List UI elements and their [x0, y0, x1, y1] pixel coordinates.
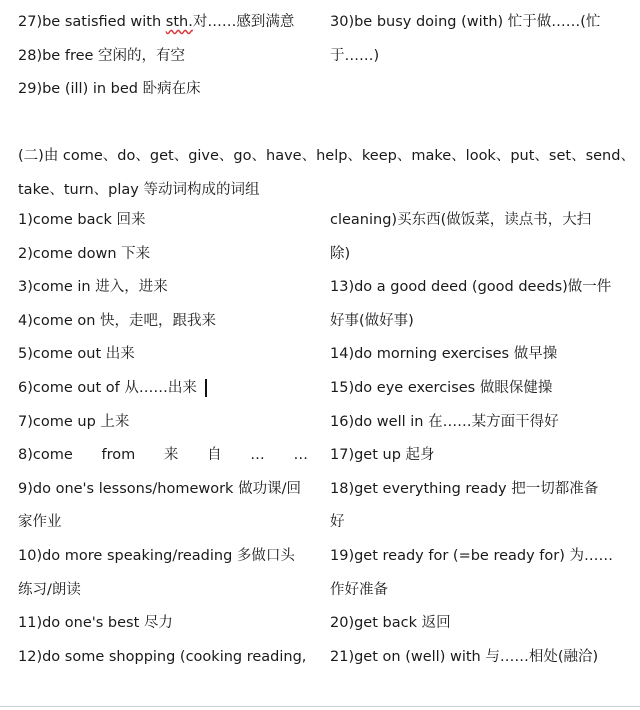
list-item: 19)get ready for (=be ready for) 为…… [330, 547, 614, 564]
list-item: 2)come down 下来 [18, 245, 151, 262]
page-bottom-rule [0, 706, 640, 707]
list-item: 除) [330, 245, 351, 262]
top-left-column [18, 6, 318, 107]
phrase-28: 28)be free 空闲的，有空 [18, 47, 186, 64]
list-item: 好 [330, 514, 345, 531]
list-item: 18)get everything ready 把一切都准备 [330, 480, 599, 497]
list-item-text: 6)come out of 从……出来 [18, 379, 197, 396]
word: 自 [207, 447, 222, 464]
section-heading-line-2: take、turn、play 等动词构成的词组 [18, 181, 260, 198]
phrase-27-meaning: 对……感到满意 [192, 14, 295, 30]
section-heading [18, 140, 635, 207]
list-item: 21)get on (well) with 与……相处(融洽) [330, 648, 599, 665]
list-item: 9)do one's lessons/homework 做功课/回 [18, 480, 301, 497]
top-right-column [330, 6, 630, 73]
right-phrase-list [330, 204, 630, 674]
list-item: 作好准备 [330, 581, 388, 598]
spellcheck-underlined-word: sth. [165, 14, 193, 30]
list-item: 好事(做好事) [330, 312, 414, 329]
word: … [250, 447, 265, 464]
left-phrase-list [18, 204, 318, 674]
section-heading-line-1: (二)由 come、do、get、give、go、have、help、keep、make、look、put、set、send、 [18, 148, 635, 164]
list-item: cleaning)买东西(做饭菜，读点书，大扫 [330, 212, 592, 228]
word: … [293, 447, 308, 464]
list-item: 16)do well in 在……某方面干得好 [330, 413, 559, 430]
list-item: 4)come on 快，走吧，跟我来 [18, 312, 217, 329]
list-item-justified [18, 439, 308, 473]
list-item: 15)do eye exercises 做眼保健操 [330, 379, 553, 396]
list-item: 12)do some shopping (cooking reading, [18, 648, 307, 665]
phrase-27-start: 27)be satisfied with [18, 14, 166, 30]
list-item: 13)do a good deed (good deeds)做一件 [330, 279, 612, 296]
list-item: 14)do morning exercises 做早操 [330, 346, 558, 363]
phrase-29: 29)be (ill) in bed 卧病在床 [18, 81, 201, 98]
phrase-27 [18, 6, 318, 40]
word: 8)come [18, 447, 73, 464]
list-item: 练习/朗读 [18, 581, 81, 598]
text-cursor [205, 379, 207, 397]
phrase-30: 30)be busy doing (with) 忙于做……(忙 [330, 14, 601, 30]
list-item: 7)come up 上来 [18, 413, 130, 430]
list-item: 3)come in 进入，进来 [18, 279, 168, 296]
word: from [101, 447, 136, 464]
list-item: 5)come out 出来 [18, 346, 135, 363]
list-item [18, 372, 318, 406]
list-item: 11)do one's best 尽力 [18, 615, 173, 632]
list-item: 20)get back 返回 [330, 615, 451, 632]
list-item: 10)do more speaking/reading 多做口头 [18, 547, 295, 564]
phrase-30-cont: 于……) [330, 47, 380, 64]
list-item: 17)get up 起身 [330, 447, 435, 464]
word: 来 [163, 447, 179, 464]
list-item: 家作业 [18, 514, 62, 531]
list-item: 1)come back 回来 [18, 212, 146, 228]
